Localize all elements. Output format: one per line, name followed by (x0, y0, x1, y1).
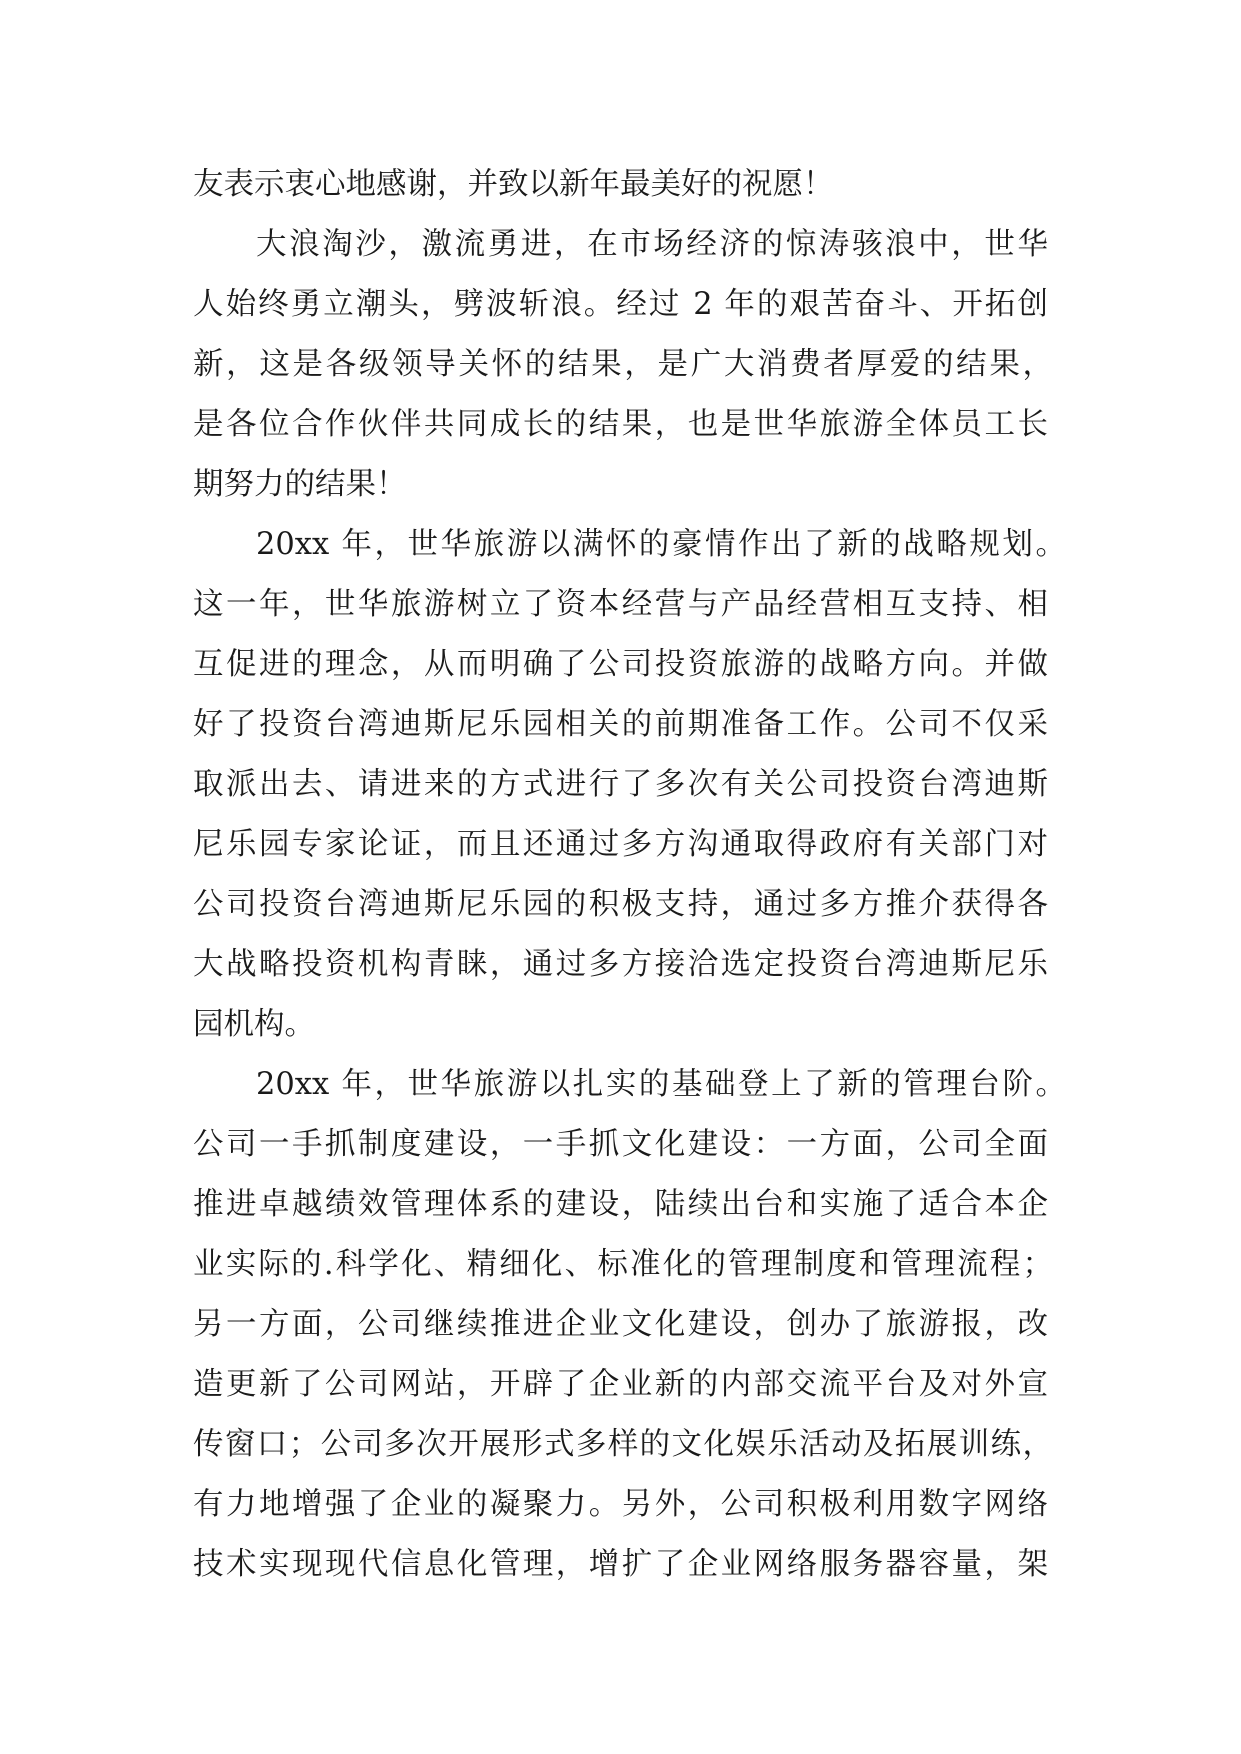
text-line: 园机构。 (193, 1007, 315, 1042)
text-line: 另一方面，公司继续推进企业文化建设，创办了旅游报，改 (193, 1307, 1048, 1342)
text-line: 20xx 年，世华旅游以满怀的豪情作出了新的战略规划。 (256, 527, 1066, 562)
text-line: 公司投资台湾迪斯尼乐园的积极支持，通过多方推介获得各 (193, 887, 1048, 922)
text-line: 有力地增强了企业的凝聚力。另外，公司积极利用数字网络 (193, 1487, 1048, 1522)
text-line: 业实际的.科学化、精细化、标准化的管理制度和管理流程； (193, 1247, 1053, 1282)
text-line: 是各位合作伙伴共同成长的结果，也是世华旅游全体员工长 (193, 407, 1048, 442)
text-line: 互促进的理念，从而明确了公司投资旅游的战略方向。并做 (193, 647, 1048, 682)
text-line: 取派出去、请进来的方式进行了多次有关公司投资台湾迪斯 (193, 767, 1048, 802)
text-line: 期努力的结果！ (193, 467, 407, 502)
text-line: 20xx 年，世华旅游以扎实的基础登上了新的管理台阶。 (256, 1067, 1066, 1102)
text-line: 友表示衷心地感谢，并致以新年最美好的祝愿！ (193, 167, 834, 202)
text-line: 尼乐园专家论证，而且还通过多方沟通取得政府有关部门对 (193, 827, 1048, 862)
text-line: 推进卓越绩效管理体系的建设，陆续出台和实施了适合本企 (193, 1187, 1048, 1222)
text-line: 这一年，世华旅游树立了资本经营与产品经营相互支持、相 (193, 587, 1048, 622)
text-line: 好了投资台湾迪斯尼乐园相关的前期准备工作。公司不仅采 (193, 707, 1048, 742)
text-line: 大战略投资机构青睐，通过多方接洽选定投资台湾迪斯尼乐 (193, 947, 1048, 982)
text-line: 人始终勇立潮头，劈波斩浪。经过 2 年的艰苦奋斗、开拓创 (193, 287, 1048, 322)
text-line: 技术实现现代信息化管理，增扩了企业网络服务器容量，架 (193, 1547, 1048, 1582)
text-line: 公司一手抓制度建设，一手抓文化建设：一方面，公司全面 (193, 1127, 1048, 1162)
text-line: 传窗口；公司多次开展形式多样的文化娱乐活动及拓展训练， (193, 1427, 1053, 1462)
text-line: 大浪淘沙，激流勇进，在市场经济的惊涛骇浪中，世华 (256, 227, 1048, 262)
text-line: 新，这是各级领导关怀的结果，是广大消费者厚爱的结果， (193, 347, 1053, 382)
text-line: 造更新了公司网站，开辟了企业新的内部交流平台及对外宣 (193, 1367, 1048, 1402)
